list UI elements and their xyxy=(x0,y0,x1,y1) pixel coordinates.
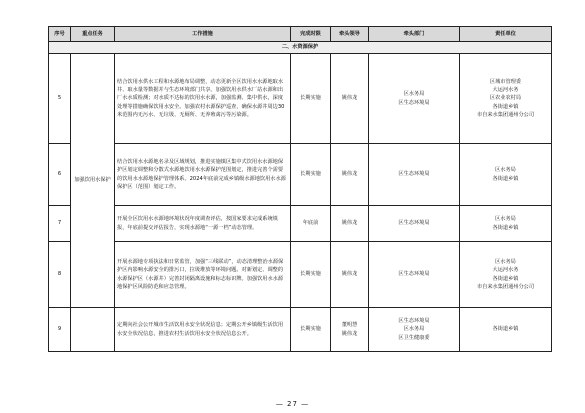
unit-line: 区水务局 xyxy=(495,216,516,223)
unit-line: 各街道乡镇 xyxy=(492,326,519,333)
unit-line: 区水务局 xyxy=(495,259,516,266)
unit-line: 各街道乡镇 xyxy=(492,103,519,110)
leader-cell: 姚伟龙 xyxy=(331,144,369,206)
leader-line: 姚伟龙 xyxy=(341,330,358,337)
header-cell-responsible-units: 责任单位 xyxy=(460,27,552,42)
header-cell-measures: 工作措施 xyxy=(115,27,291,42)
table-row xyxy=(49,144,552,206)
lead-dept-cell xyxy=(369,206,460,242)
header-cell-deadline: 完成时限 xyxy=(291,27,331,42)
units-cell xyxy=(460,54,552,144)
dept-line: 区水务局 xyxy=(403,91,425,98)
header-row xyxy=(49,27,552,42)
row-number: 8 xyxy=(49,242,71,308)
unit-line: 各街道乡镇 xyxy=(492,275,519,282)
unit-line: 大运河水务 xyxy=(492,267,519,274)
deadline-cell: 长期实施 xyxy=(291,54,331,144)
dept-line: 区生态环境局 xyxy=(398,99,430,106)
table-row xyxy=(49,308,552,352)
unit-line: 大运河水务 xyxy=(492,87,519,94)
deadline-cell: 长期实施 xyxy=(291,308,331,352)
row-number: 5 xyxy=(49,54,71,144)
deadline-cell: 年底前 xyxy=(291,206,331,242)
units-cell xyxy=(460,144,552,206)
header-cell-number: 序号 xyxy=(49,27,71,42)
leader-cell: 姚伟龙 xyxy=(331,206,369,242)
page-number-text: — 27 — xyxy=(275,400,310,408)
measure-cell: 开展水源地专项执法和日常监管，加强“三线联动”，动态清理整治水源保护区内影响水源安全的排污口，拉圾堆放等环境问题。对新划定、调整的水源保护区（水源井）完善封闭隔离设施和标志标识牌。加强饮用水水源地保护区风险防范和应急管理。 xyxy=(115,242,291,308)
unit-line: 区城市管理委 xyxy=(489,78,522,85)
section-title: 二、水资源保护 xyxy=(49,42,552,54)
leader-cell: 姚伟龙 xyxy=(331,54,369,144)
deadline-cell: 长期实施 xyxy=(291,242,331,308)
lead-dept-cell xyxy=(369,308,460,352)
lead-dept-cell xyxy=(369,144,460,206)
key-task-cell: 加强饮用水保护 xyxy=(71,54,115,308)
header-cell-leader: 牵头领导 xyxy=(331,27,369,42)
leader-cell: 姚伟龙 xyxy=(331,242,369,308)
dept-line: 区生态环境局 xyxy=(398,171,430,178)
unit-line: 各街道乡镇 xyxy=(492,175,519,182)
units-cell xyxy=(460,242,552,308)
dept-line: 区水务局 xyxy=(403,326,425,333)
header-cell-task: 重点任务 xyxy=(71,27,115,42)
leader-cell xyxy=(331,308,369,352)
leader-line: 董明慧 xyxy=(341,322,358,329)
measure-cell: 开展全区饮用水水源地环境状况年度调查评估，按国家要求完成系统填报，年底前提交评估报告，实现水源地“一源一档”动态管理。 xyxy=(115,206,291,242)
units-cell xyxy=(460,308,552,352)
key-task-cell-empty xyxy=(71,308,115,352)
dept-line: 区生态环境局 xyxy=(398,271,430,278)
unit-line: 市自来水集团通州分公司 xyxy=(476,111,535,118)
table-row xyxy=(49,206,552,242)
table-row xyxy=(49,242,552,308)
task-table xyxy=(48,26,552,352)
dept-line: 区卫生健康委 xyxy=(398,334,430,341)
dept-line: 区生态环境局 xyxy=(398,220,430,227)
lead-dept-cell xyxy=(369,54,460,144)
row-number: 6 xyxy=(49,144,71,206)
row-number: 7 xyxy=(49,206,71,242)
row-number: 9 xyxy=(49,308,71,352)
unit-line: 区农业农村局 xyxy=(489,95,522,102)
dept-line: 区生态环境局 xyxy=(398,318,430,325)
lead-dept-cell xyxy=(369,242,460,308)
measure-cell: 结合饮用水供水工程和水源地布局调整，动态更新全区饮用水水源地取水井、取水量等数据并与生态环境部门共享。加强饮用水供水厂站水源和出厂水水质检测；对水质不达标的饮用水水源，加强监测、集中供水，深度处理等措施确保饮用水安全。加强农村水源保护巡查，确保水源井周边30米范围内无污水、无垃圾、无厕所、无养殖禽污等污染源。 xyxy=(115,54,291,144)
measure-cell: 结合饮用水水源地名录及区域规划，推进实施镇区集中式饮用水水源地保护区划定调整和分散式水源地饮用水水源保护范围划定，推进完善个需要的饮用水水源地保护管理体系。2024年底前完成乡镇级水源地饮用水水源保护区（范围）划定工作。 xyxy=(115,144,291,206)
deadline-cell: 长期实施 xyxy=(291,144,331,206)
header-cell-lead-dept: 牵头部门 xyxy=(369,27,460,42)
page-number xyxy=(0,400,585,408)
measure-cell: 定期向社会公开城市生活饮用水安全状况信息；定期公开乡镇级生活饮用水安全状况信息，推进农村生活饮用水安全状况信息公开。 xyxy=(115,308,291,352)
unit-line: 区水务局 xyxy=(495,167,516,174)
section-row xyxy=(49,42,552,54)
units-cell xyxy=(460,206,552,242)
table-row xyxy=(49,54,552,144)
unit-line: 各街道乡镇 xyxy=(492,224,519,231)
unit-line: 市自来水集团通州分公司 xyxy=(476,283,535,290)
